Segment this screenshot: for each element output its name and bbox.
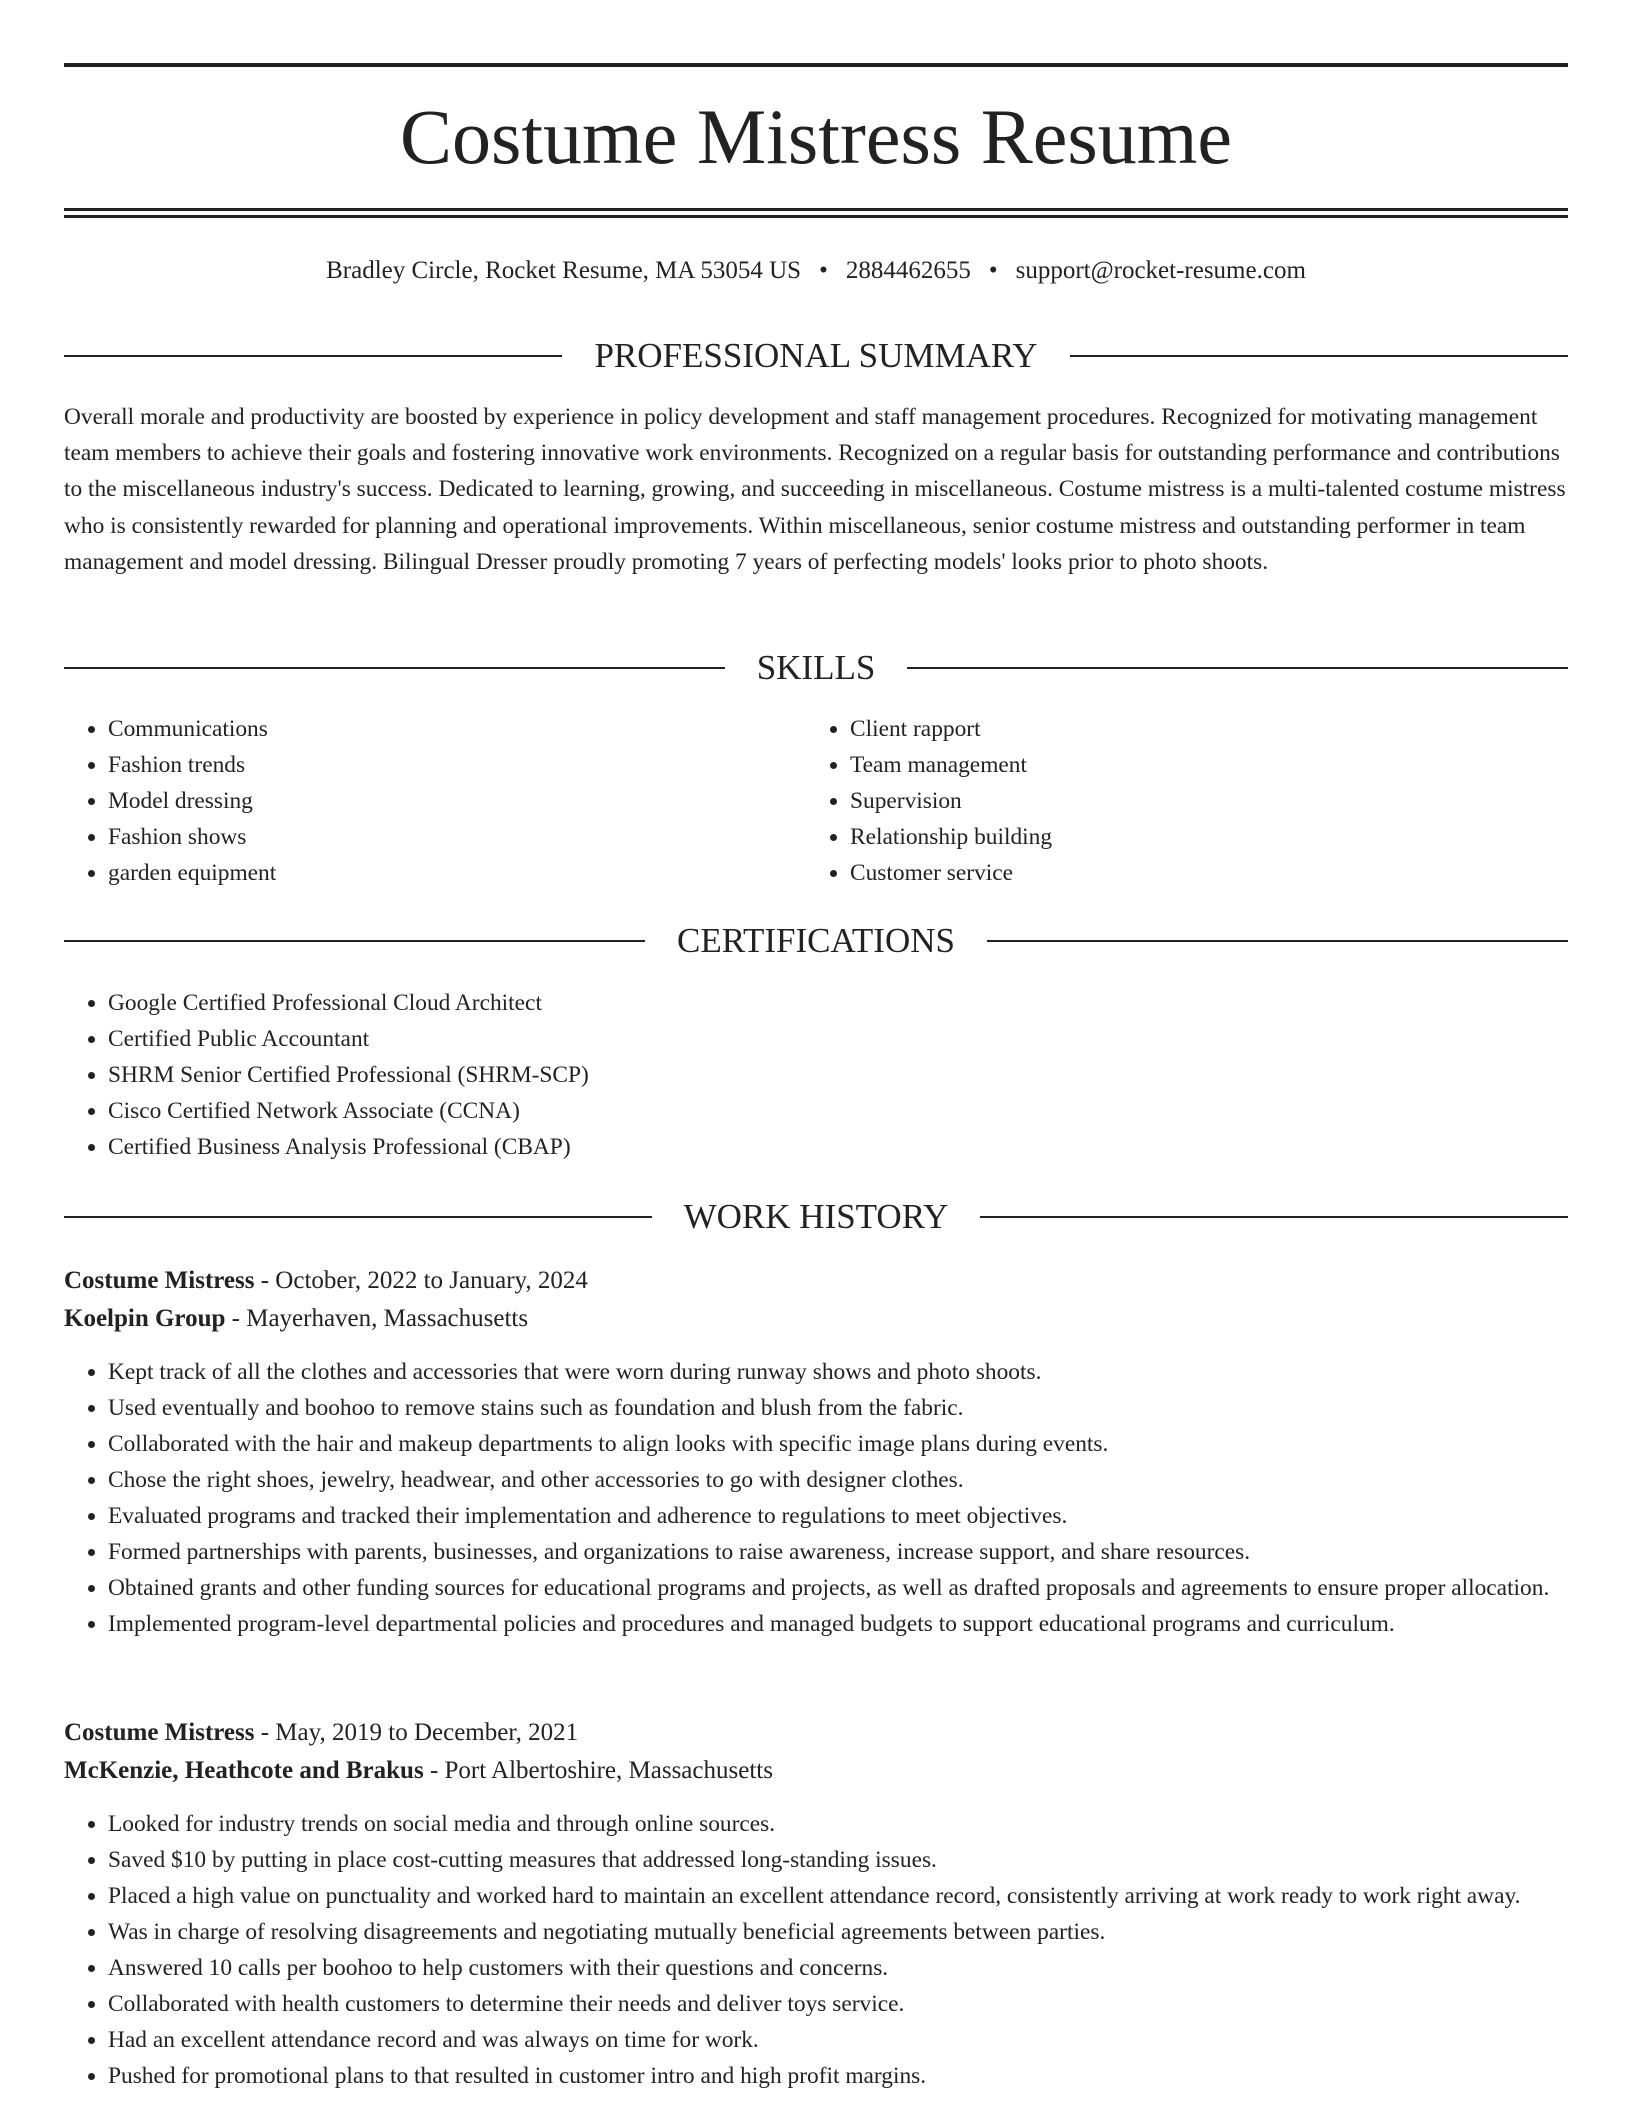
- contact-separator: •: [988, 257, 998, 284]
- skills-left-list: [64, 711, 764, 891]
- summary-heading-label: PROFESSIONAL SUMMARY: [594, 336, 1038, 375]
- contact-phone: 2884462655: [845, 257, 971, 284]
- header-double-rule-upper: [64, 208, 1568, 211]
- job-dates: - October, 2022 to January, 2024: [254, 1267, 588, 1294]
- skill-item: • Model dressing: [108, 783, 764, 819]
- job-bullet: • Implemented program-level departmental policies and procedures and managed budgets to support educational programs and curriculum.: [108, 1606, 1568, 1642]
- job-title: Costume Mistress: [64, 1267, 255, 1294]
- job-title: Costume Mistress: [64, 1719, 255, 1746]
- job-bullet: • Kept track of all the clothes and accessories that were worn during runway shows and photo shoots.: [108, 1354, 1568, 1390]
- certifications-block: [64, 985, 1568, 1165]
- skill-item: • Communications: [108, 711, 764, 747]
- job-bullet: • Answered 10 calls per boohoo to help customers with their questions and concerns.: [108, 1950, 1568, 1986]
- skills-right-column: [806, 711, 1506, 891]
- job-bullet: • Chose the right shoes, jewelry, headwear, and other accessories to go with designer clothes.: [108, 1462, 1568, 1498]
- certification-item: • Google Certified Professional Cloud Architect: [108, 985, 1568, 1021]
- skill-item: • Team management: [850, 747, 1506, 783]
- certification-item: • SHRM Senior Certified Professional (SHRM-SCP): [108, 1057, 1568, 1093]
- heading-rule-right: [980, 1216, 1568, 1218]
- work-history-heading-label: WORK HISTORY: [683, 1197, 949, 1236]
- work-history-heading: [64, 1195, 1568, 1239]
- job-bullet: • Had an excellent attendance record and was always on time for work.: [108, 2022, 1568, 2058]
- job-company-line: [64, 1300, 1568, 1338]
- certification-item: • Certified Business Analysis Professional (CBAP): [108, 1129, 1568, 1165]
- skill-item: • Client rapport: [850, 711, 1506, 747]
- contact-email: support@rocket-resume.com: [1015, 257, 1306, 284]
- heading-rule-left: [64, 667, 725, 669]
- skill-item: • Relationship building: [850, 819, 1506, 855]
- certifications-list: [64, 985, 1568, 1165]
- skill-item: • Supervision: [850, 783, 1506, 819]
- job-bullet: • Evaluated programs and tracked their implementation and adherence to regulations to meet objectives.: [108, 1498, 1568, 1534]
- header-top-rule: [64, 63, 1568, 67]
- job-company: Koelpin Group: [64, 1305, 226, 1332]
- job-company: McKenzie, Heathcote and Brakus: [64, 1757, 424, 1784]
- skill-item: • garden equipment: [108, 855, 764, 891]
- contact-line: [64, 254, 1568, 288]
- job-dates: - May, 2019 to December, 2021: [254, 1719, 579, 1746]
- certification-item: • Cisco Certified Network Associate (CCNA): [108, 1093, 1568, 1129]
- job-title-line: [64, 1262, 1568, 1300]
- job-bullet: • Collaborated with health customers to determine their needs and deliver toys service.: [108, 1986, 1568, 2022]
- job-bullet: • Formed partnerships with parents, businesses, and organizations to raise awareness, increase support, and share resources.: [108, 1534, 1568, 1570]
- skill-item: • Fashion shows: [108, 819, 764, 855]
- skill-item: • Customer service: [850, 855, 1506, 891]
- job-bullets: [64, 1354, 1568, 1642]
- skills-left-column: [64, 711, 764, 891]
- contact-address: Bradley Circle, Rocket Resume, MA 53054 US: [326, 257, 802, 284]
- resume-title: Costume Mistress Resume: [400, 93, 1232, 180]
- skill-item: • Fashion trends: [108, 747, 764, 783]
- certifications-heading-label: CERTIFICATIONS: [677, 921, 955, 960]
- skills-right-list: [806, 711, 1506, 891]
- heading-rule-right: [987, 940, 1568, 942]
- job-bullet: • Pushed for promotional plans to that resulted in customer intro and high profit margins.: [108, 2058, 1568, 2094]
- heading-rule-right: [1070, 355, 1568, 357]
- job-bullets: [64, 1806, 1568, 2094]
- job-entry: [64, 1714, 1568, 2094]
- job-bullet: • Placed a high value on punctuality and worked hard to maintain an excellent attendance record, consistently arriving at work ready to work right away.: [108, 1878, 1568, 1914]
- job-bullet: • Used eventually and boohoo to remove stains such as foundation and blush from the fabric.: [108, 1390, 1568, 1426]
- job-bullet: • Was in charge of resolving disagreements and negotiating mutually beneficial agreements between parties.: [108, 1914, 1568, 1950]
- job-bullet: • Collaborated with the hair and makeup departments to align looks with specific image plans during events.: [108, 1426, 1568, 1462]
- job-company-line: [64, 1752, 1568, 1790]
- summary-heading: [64, 334, 1568, 378]
- certification-item: • Certified Public Accountant: [108, 1021, 1568, 1057]
- heading-rule-right: [907, 667, 1568, 669]
- heading-rule-left: [64, 355, 562, 357]
- certifications-heading: [64, 919, 1568, 963]
- job-bullet: • Looked for industry trends on social media and through online sources.: [108, 1806, 1568, 1842]
- contact-separator: •: [819, 257, 828, 284]
- summary-text: Overall morale and productivity are boosted by experience in policy development and staff management procedures. Recognized for motivating management team members to achieve their goals and fostering innovative work environments. Recognized on a regular basis for outstanding performance and contributions to the miscellaneous industry's success. Dedicated to learning, growing, and succeeding in miscellaneous. Costume mistress is a multi-talented costume mistress who is consistently rewarded for planning and operational improvements. Within miscellaneous, senior costume mistress and outstanding performer in team management and model dressing. Bilingual Dresser proudly promoting 7 years of perfecting models' looks prior to photo shoots.: [64, 404, 1566, 575]
- job-location: - Mayerhaven, Massachusetts: [225, 1305, 529, 1332]
- job-title-line: [64, 1714, 1568, 1752]
- heading-rule-left: [64, 1216, 652, 1218]
- job-bullet: • Obtained grants and other funding sources for educational programs and projects, as well as drafted proposals and agreements to ensure proper allocation.: [108, 1570, 1568, 1606]
- job-entry: [64, 1262, 1568, 1642]
- job-location: - Port Albertoshire, Massachusetts: [423, 1757, 773, 1784]
- skills-heading: [64, 646, 1568, 690]
- header-double-rule-lower: [64, 215, 1568, 218]
- skills-heading-label: SKILLS: [756, 648, 876, 687]
- job-bullet: • Saved $10 by putting in place cost-cutting measures that addressed long-standing issues.: [108, 1842, 1568, 1878]
- heading-rule-left: [64, 940, 645, 942]
